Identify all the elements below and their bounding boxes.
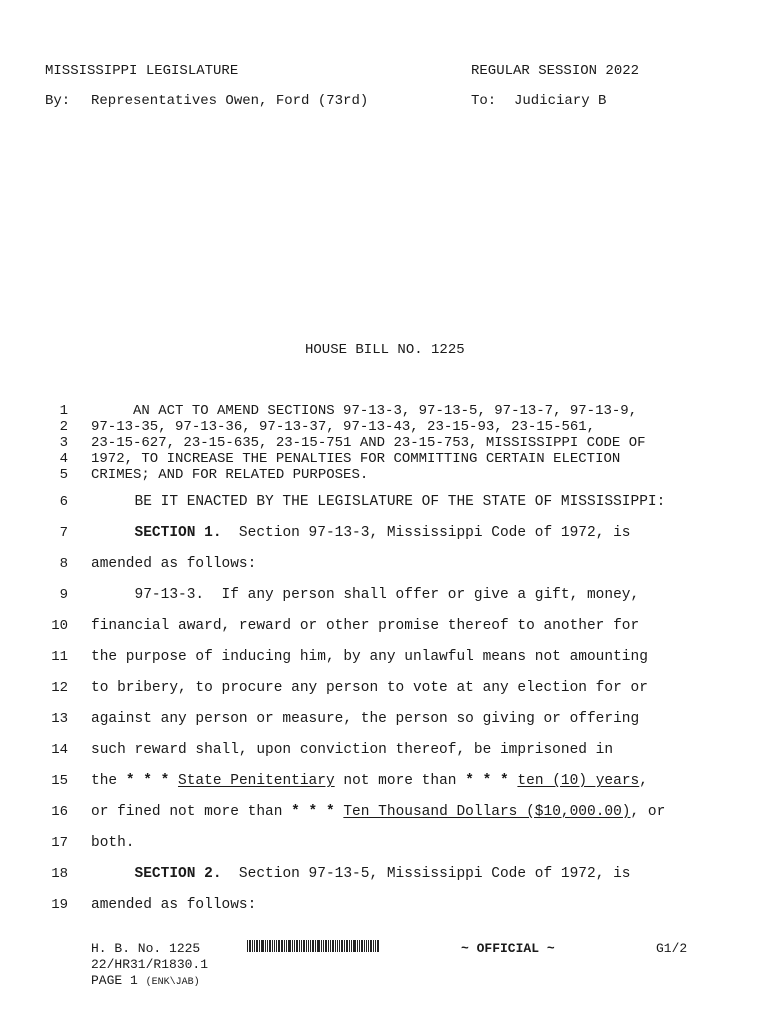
body-line: against any person or measure, the person so giving or offering [91, 711, 640, 727]
line-number: 19 [51, 897, 68, 913]
to-label: To: [471, 93, 497, 109]
body-line: to bribery, to procure any person to vote at any election for or [91, 680, 648, 696]
legislature-name: MISSISSIPPI LEGISLATURE [45, 63, 239, 79]
barcode-bar [272, 940, 273, 952]
barcode-bar [335, 940, 336, 952]
barcode-bar [351, 940, 352, 952]
barcode-bar [296, 940, 298, 952]
title-line: 1972, TO INCREASE THE PENALTIES FOR COMMITTING CERTAIN ELECTION [91, 451, 621, 467]
barcode-bar [368, 940, 369, 952]
barcode-bar [301, 940, 302, 952]
line-number: 4 [59, 451, 68, 467]
barcode-bar [321, 940, 322, 952]
body-line: financial award, reward or other promise thereof to another for [91, 618, 640, 634]
barcode-bar [306, 940, 307, 952]
barcode-bar [265, 940, 266, 952]
barcode-bar [325, 940, 327, 952]
barcode-bar [312, 940, 314, 952]
barcode-bar [278, 940, 280, 952]
barcode-bar [344, 940, 345, 952]
barcode-bar [339, 940, 340, 952]
inserted-text: ten (10) years [517, 773, 640, 789]
sponsors: Representatives Owen, Ford (73rd) [91, 93, 369, 109]
barcode-bar [249, 940, 251, 952]
title-line: CRIMES; AND FOR RELATED PURPOSES. [91, 467, 369, 483]
barcode-bar [357, 940, 358, 952]
body-line: the purpose of inducing him, by any unlawful means not amounting [91, 649, 648, 665]
barcode-bar [269, 940, 271, 952]
title-line: 23-15-627, 23-15-635, 23-15-751 AND 23-15-753, MISSISSIPPI CODE OF [91, 435, 646, 451]
barcode-bar [353, 940, 356, 952]
barcode-bar [346, 940, 348, 952]
footer-bill-number: H. B. No. 1225 [91, 941, 201, 956]
line-number: 17 [51, 835, 68, 851]
inserted-text: State Penitentiary [178, 773, 335, 789]
footer-doc-id: 22/HR31/R1830.1 [91, 957, 209, 972]
initials: (ENK\JAB) [145, 977, 200, 988]
line-number: 10 [51, 618, 68, 634]
footer-page [91, 973, 200, 988]
barcode-bar [294, 940, 295, 952]
line-number: 9 [59, 587, 68, 603]
barcode-bar [366, 940, 367, 952]
barcode-bar [328, 940, 329, 952]
line-number: 3 [59, 435, 68, 451]
barcode-bar [261, 940, 264, 952]
line-number: 16 [51, 804, 68, 820]
barcode-bar [361, 940, 363, 952]
line-number: 11 [51, 649, 68, 665]
body-line: amended as follows: [91, 897, 257, 913]
barcode [247, 940, 387, 952]
barcode-bar [286, 940, 287, 952]
barcode-bar [370, 940, 372, 952]
barcode-bar [337, 940, 338, 952]
barcode-bar [375, 940, 376, 952]
deletion-marker: * * * [291, 804, 335, 820]
section-label: SECTION 1. [134, 525, 222, 541]
barcode-bar [373, 940, 374, 952]
barcode-bar [288, 940, 291, 952]
barcode-bar [247, 940, 248, 952]
barcode-bar [310, 940, 311, 952]
barcode-bar [323, 940, 324, 952]
barcode-bar [276, 940, 277, 952]
committee: Judiciary B [514, 93, 607, 109]
line-number: 1 [59, 403, 68, 419]
line-number: 18 [51, 866, 68, 882]
barcode-bar [341, 940, 343, 952]
line-number: 2 [59, 419, 68, 435]
line-number: 15 [51, 773, 68, 789]
line-number: 14 [51, 742, 68, 758]
barcode-bar [259, 940, 260, 952]
official-label: ~ OFFICIAL ~ [461, 941, 555, 956]
body-line: or fined not more than * * * Ten Thousand Dollars ($10,000.00), or [91, 804, 666, 820]
title-line: 97-13-35, 97-13-36, 97-13-37, 97-13-43, 23-15-93, 23-15-561, [91, 419, 596, 435]
section-heading: SECTION 1. Section 97-13-3, Mississippi Code of 1972, is [134, 525, 631, 541]
footer-code: G1/2 [656, 941, 688, 956]
barcode-bar [315, 940, 316, 952]
barcode-bar [256, 940, 258, 952]
barcode-bar [267, 940, 268, 952]
barcode-bar [281, 940, 283, 952]
body-line: the * * * State Penitentiary not more than * * * ten (10) years, [91, 773, 648, 789]
barcode-bar [364, 940, 365, 952]
barcode-bar [349, 940, 350, 952]
barcode-bar [274, 940, 275, 952]
line-number: 12 [51, 680, 68, 696]
barcode-bar [317, 940, 320, 952]
barcode-bar [308, 940, 309, 952]
barcode-bar [332, 940, 334, 952]
barcode-bar [299, 940, 300, 952]
inserted-text: Ten Thousand Dollars ($10,000.00) [343, 804, 631, 820]
barcode-bar [252, 940, 253, 952]
section-label: SECTION 2. [134, 866, 222, 882]
barcode-bar [284, 940, 285, 952]
body-line: amended as follows: [91, 556, 257, 572]
title-line: AN ACT TO AMEND SECTIONS 97-13-3, 97-13-5, 97-13-7, 97-13-9, [91, 403, 638, 419]
line-number: 6 [59, 494, 68, 510]
line-number: 8 [59, 556, 68, 572]
enacting-clause: BE IT ENACTED BY THE LEGISLATURE OF THE STATE OF MISSISSIPPI: [91, 494, 666, 510]
barcode-bar [330, 940, 331, 952]
barcode-bar [359, 940, 360, 952]
line-number: 13 [51, 711, 68, 727]
by-label: By: [45, 93, 71, 109]
session-label: REGULAR SESSION 2022 [471, 63, 640, 79]
barcode-bar [377, 940, 379, 952]
deletion-marker: * * * [465, 773, 509, 789]
body-line: such reward shall, upon conviction thereof, be imprisoned in [91, 742, 614, 758]
body-line: 97-13-3. If any person shall offer or give a gift, money, [91, 587, 640, 603]
line-number: 7 [59, 525, 68, 541]
barcode-bar [292, 940, 293, 952]
barcode-bar [254, 940, 255, 952]
line-number: 5 [59, 467, 68, 483]
deletion-marker: * * * [125, 773, 170, 789]
barcode-bar [303, 940, 305, 952]
bill-title: HOUSE BILL NO. 1225 [305, 342, 465, 358]
page-number: PAGE 1 [91, 973, 138, 988]
section-heading: SECTION 2. Section 97-13-5, Mississippi Code of 1972, is [134, 866, 631, 882]
body-line: both. [91, 835, 135, 851]
